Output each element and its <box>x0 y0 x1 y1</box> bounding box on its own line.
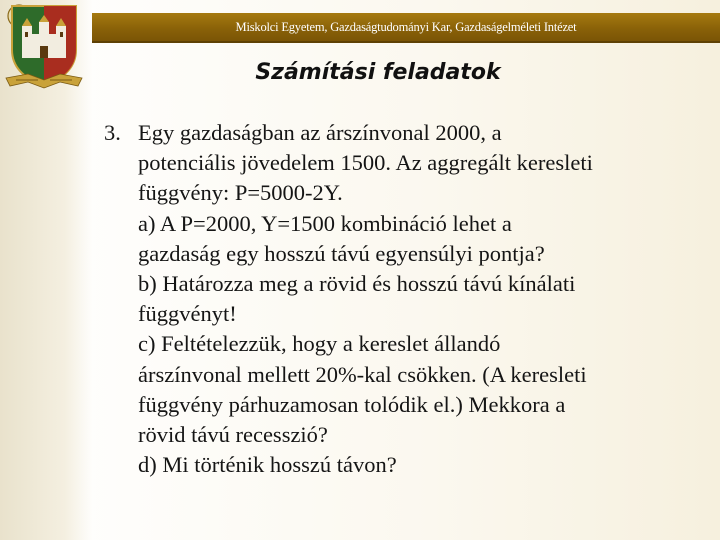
task-line: rövid távú recesszió? <box>138 422 328 448</box>
task-number: 3. <box>104 120 121 145</box>
slide-title: Számítási feladatok <box>255 60 501 85</box>
task-line: Egy gazdaságban az árszínvonal 2000, a <box>138 120 502 145</box>
header-institution: Miskolci Egyetem, Gazdaságtudományi Kar, Gazdaságelméleti Intézet <box>235 20 577 34</box>
task-line: potenciális jövedelem 1500. Az aggregált keresleti <box>138 150 593 176</box>
task-line: gazdaság egy hosszú távú egyensúlyi pontja? <box>138 240 545 266</box>
task-line: c) Feltételezzük, hogy a kereslet állandó <box>138 331 501 357</box>
task-line: függvényt! <box>138 301 237 327</box>
task-line: árszínvonal mellett 20%-kal csökken. (A keresleti <box>138 361 587 387</box>
task-text <box>138 118 710 480</box>
task-line: d) Mi történik hosszú távon? <box>138 452 397 478</box>
task-line: függvény: P=5000-2Y. <box>138 180 343 206</box>
task-block <box>104 118 710 480</box>
task-line: b) Határozza meg a rövid és hosszú távú kínálati <box>138 271 576 297</box>
task-line: függvény párhuzamosan tolódik el.) Mekkora a <box>138 391 566 417</box>
task-line: a) A P=2000, Y=1500 kombináció lehet a <box>138 210 512 236</box>
